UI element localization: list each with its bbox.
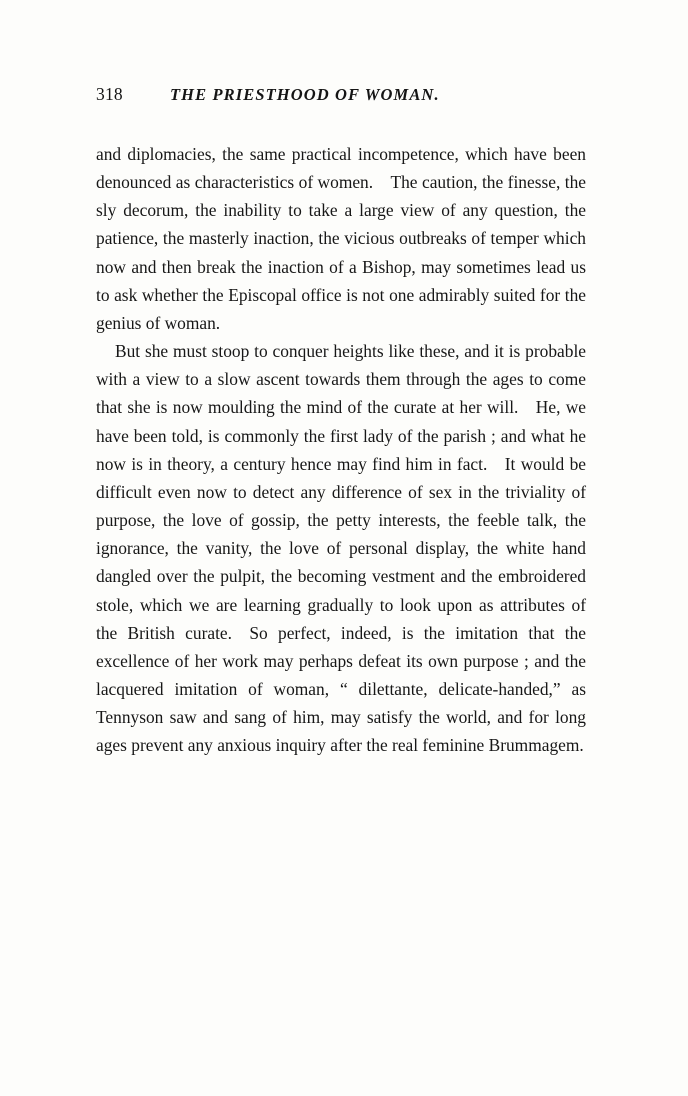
paragraph-2: But she must stoop to conquer heights like these, and it is probable with a view to a slow ascent towards them through the ages to come that she is now moulding the mind of the curate at her will. He, we have been told, is commonly the first lady of the parish ; and what he now is in theory, a century hence may find him in fact. It would be difficult even now to detect any difference of sex in the triviality of purpose, the love of gossip, the petty interests, the feeble talk, the ignorance, the vanity, the love of personal display, the white hand dangled over the pulpit, the becoming vestment and the embroidered stole, which we are learning gradually to look upon as attributes of the British curate. So perfect, indeed, is the imitation that the excellence of her work may perhaps defeat its own purpose ; and the lacquered imitation of woman, “ dilettante, delicate-handed,” as Tennyson saw and sang of him, may satisfy the world, and for long ages prevent any anxious inquiry after the real feminine Brummagem. xyxy=(96,341,586,756)
running-head xyxy=(96,84,586,106)
running-head-title: THE PRIESTHOOD OF WOMAN. xyxy=(170,85,440,104)
page-number: 318 xyxy=(96,84,123,104)
body-text xyxy=(96,140,586,759)
paragraph-1: and diplomacies, the same practical incompetence, which have been denounced as characteristics of women. The caution, the finesse, the sly decorum, the inability to take a large view of any question, the patience, the masterly inaction, the vicious outbreaks of temper which now and then break the inaction of a Bishop, may sometimes lead us to ask whether the Episcopal office is not one admirably suited for the genius of woman. xyxy=(96,144,586,333)
page-content xyxy=(96,84,586,759)
